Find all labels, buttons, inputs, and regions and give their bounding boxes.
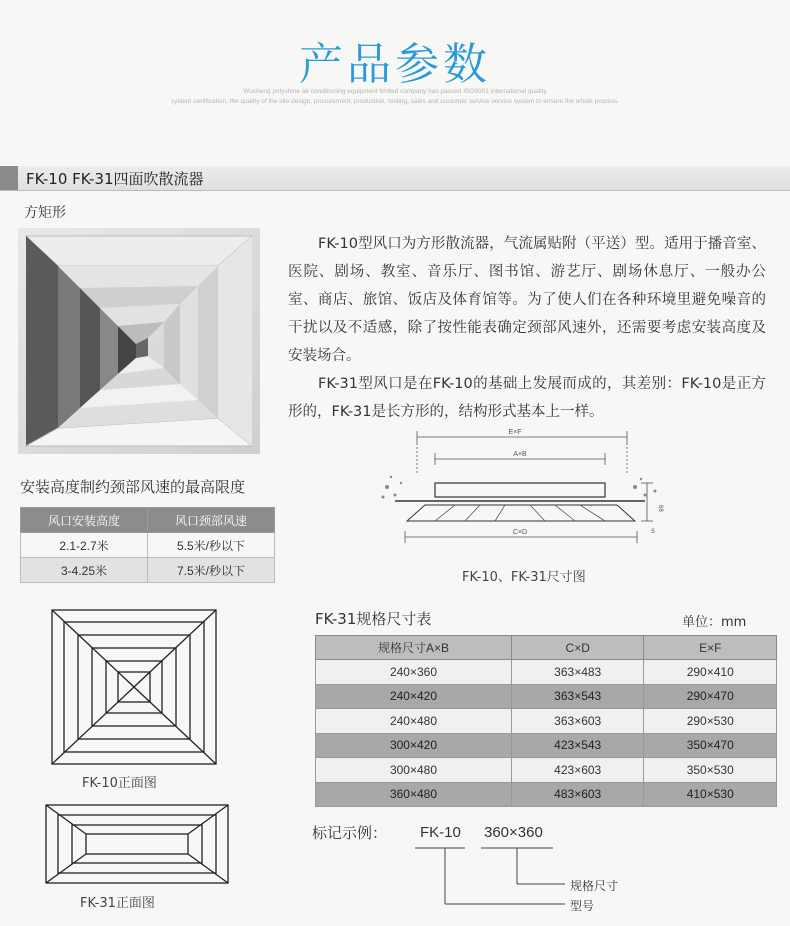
dimension-drawing-svg <box>365 425 665 560</box>
marking-model: FK-10 <box>420 824 461 841</box>
fk31-front-view <box>44 803 230 885</box>
fk31-front-view-caption: FK-31正面图 <box>80 896 155 911</box>
table-cell: 363×603 <box>511 709 644 734</box>
table-cell: 290×470 <box>644 684 777 709</box>
spec-table-unit: 单位：mm <box>682 615 747 630</box>
speed-limit-table <box>20 507 275 583</box>
speed-table-title: 安装高度制约颈部风速的最高限度 <box>20 478 246 496</box>
table-cell: 240×360 <box>316 660 512 685</box>
table-cell: 483×603 <box>511 782 644 807</box>
table-cell: 7.5米/秒以下 <box>148 558 275 583</box>
table-cell: 2.1-2.7米 <box>21 533 148 558</box>
table-cell: 290×530 <box>644 709 777 734</box>
section-title: FK-10 FK-31四面吹散流器 <box>26 170 204 188</box>
marking-leader-lines-svg <box>405 842 585 912</box>
shape-label: 方矩形 <box>24 205 66 221</box>
table-header-row <box>21 508 275 533</box>
table-header: 风口安装高度 <box>21 508 148 533</box>
table-cell: 410×530 <box>644 782 777 807</box>
table-row <box>316 660 777 685</box>
fk31-front-view-svg <box>44 803 230 885</box>
diffuser-photo-illustration <box>18 228 260 454</box>
spec-table-title: FK-31规格尺寸表 <box>315 610 432 628</box>
table-cell: 423×603 <box>511 758 644 783</box>
marking-size-note: 规格尺寸 <box>570 879 619 893</box>
table-cell: 363×483 <box>511 660 644 685</box>
page-title: 产品参数 <box>299 39 491 90</box>
dim-label-cd: C×D <box>512 529 528 536</box>
marking-example-label: 标记示例： <box>312 824 388 842</box>
marking-size: 360×360 <box>484 824 543 841</box>
table-row <box>21 558 275 583</box>
dim-label-s: S <box>651 529 656 535</box>
table-cell: 350×470 <box>644 733 777 758</box>
table-header: E×F <box>644 636 777 660</box>
dimension-drawing <box>365 425 665 560</box>
table-row <box>316 782 777 807</box>
dim-label-ef: E×F <box>508 429 522 436</box>
table-header: C×D <box>511 636 644 660</box>
dim-label-side: 68 <box>657 505 663 512</box>
table-row <box>21 533 275 558</box>
fk10-front-view <box>50 608 218 766</box>
marking-model-note: 型号 <box>570 899 595 913</box>
marking-leader-lines <box>405 842 585 912</box>
table-row <box>316 709 777 734</box>
table-cell: 240×480 <box>316 709 512 734</box>
description-paragraph-1: FK-10型风口为方形散流器，气流属贴附（平送）型。适用于播音室、医院、剧场、教室、音乐厅、图书馆、游艺厅、剧场休息厅、一般办公室、商店、旅馆、饭店及体育馆等。为了使人们在各种环境里避免噪音的干扰以及不适感，除了按性能表确定颈部风速外，还需要考虑安装高度及安装场合。 <box>288 236 766 364</box>
table-cell: 300×480 <box>316 758 512 783</box>
company-subtitle-line2: system certification, the quality of the site design, procurement, production, testing, sales and customer service service system to ensure the whole process. <box>170 98 620 105</box>
table-cell: 300×420 <box>316 733 512 758</box>
table-cell: 240×420 <box>316 684 512 709</box>
dim-label-ab: A×B <box>513 451 527 458</box>
table-cell: 290×410 <box>644 660 777 685</box>
table-cell: 3-4.25米 <box>21 558 148 583</box>
table-row <box>316 733 777 758</box>
dimension-drawing-caption: FK-10、FK-31尺寸图 <box>462 570 586 585</box>
table-header: 规格尺寸A×B <box>316 636 512 660</box>
table-cell: 5.5米/秒以下 <box>148 533 275 558</box>
table-header-row <box>316 636 777 660</box>
table-row <box>316 758 777 783</box>
fk10-front-view-svg <box>50 608 218 766</box>
table-cell: 360×480 <box>316 782 512 807</box>
company-subtitle-line1: Wucheng polyshine air conditioning equipment limited company has passed ISO9001 international quality <box>243 88 547 95</box>
table-row <box>316 684 777 709</box>
table-header: 风口颈部风速 <box>148 508 275 533</box>
spec-size-table <box>315 635 777 807</box>
section-marker <box>0 166 18 190</box>
table-cell: 423×543 <box>511 733 644 758</box>
fk10-front-view-caption: FK-10正面图 <box>82 776 157 791</box>
product-photo <box>18 228 260 454</box>
description-paragraph-2: FK-31型风口是在FK-10的基础上发展而成的，其差别：FK-10是正方形的，FK-31是长方形的，结构形式基本上一样。 <box>288 376 766 420</box>
table-cell: 350×530 <box>644 758 777 783</box>
table-cell: 363×543 <box>511 684 644 709</box>
